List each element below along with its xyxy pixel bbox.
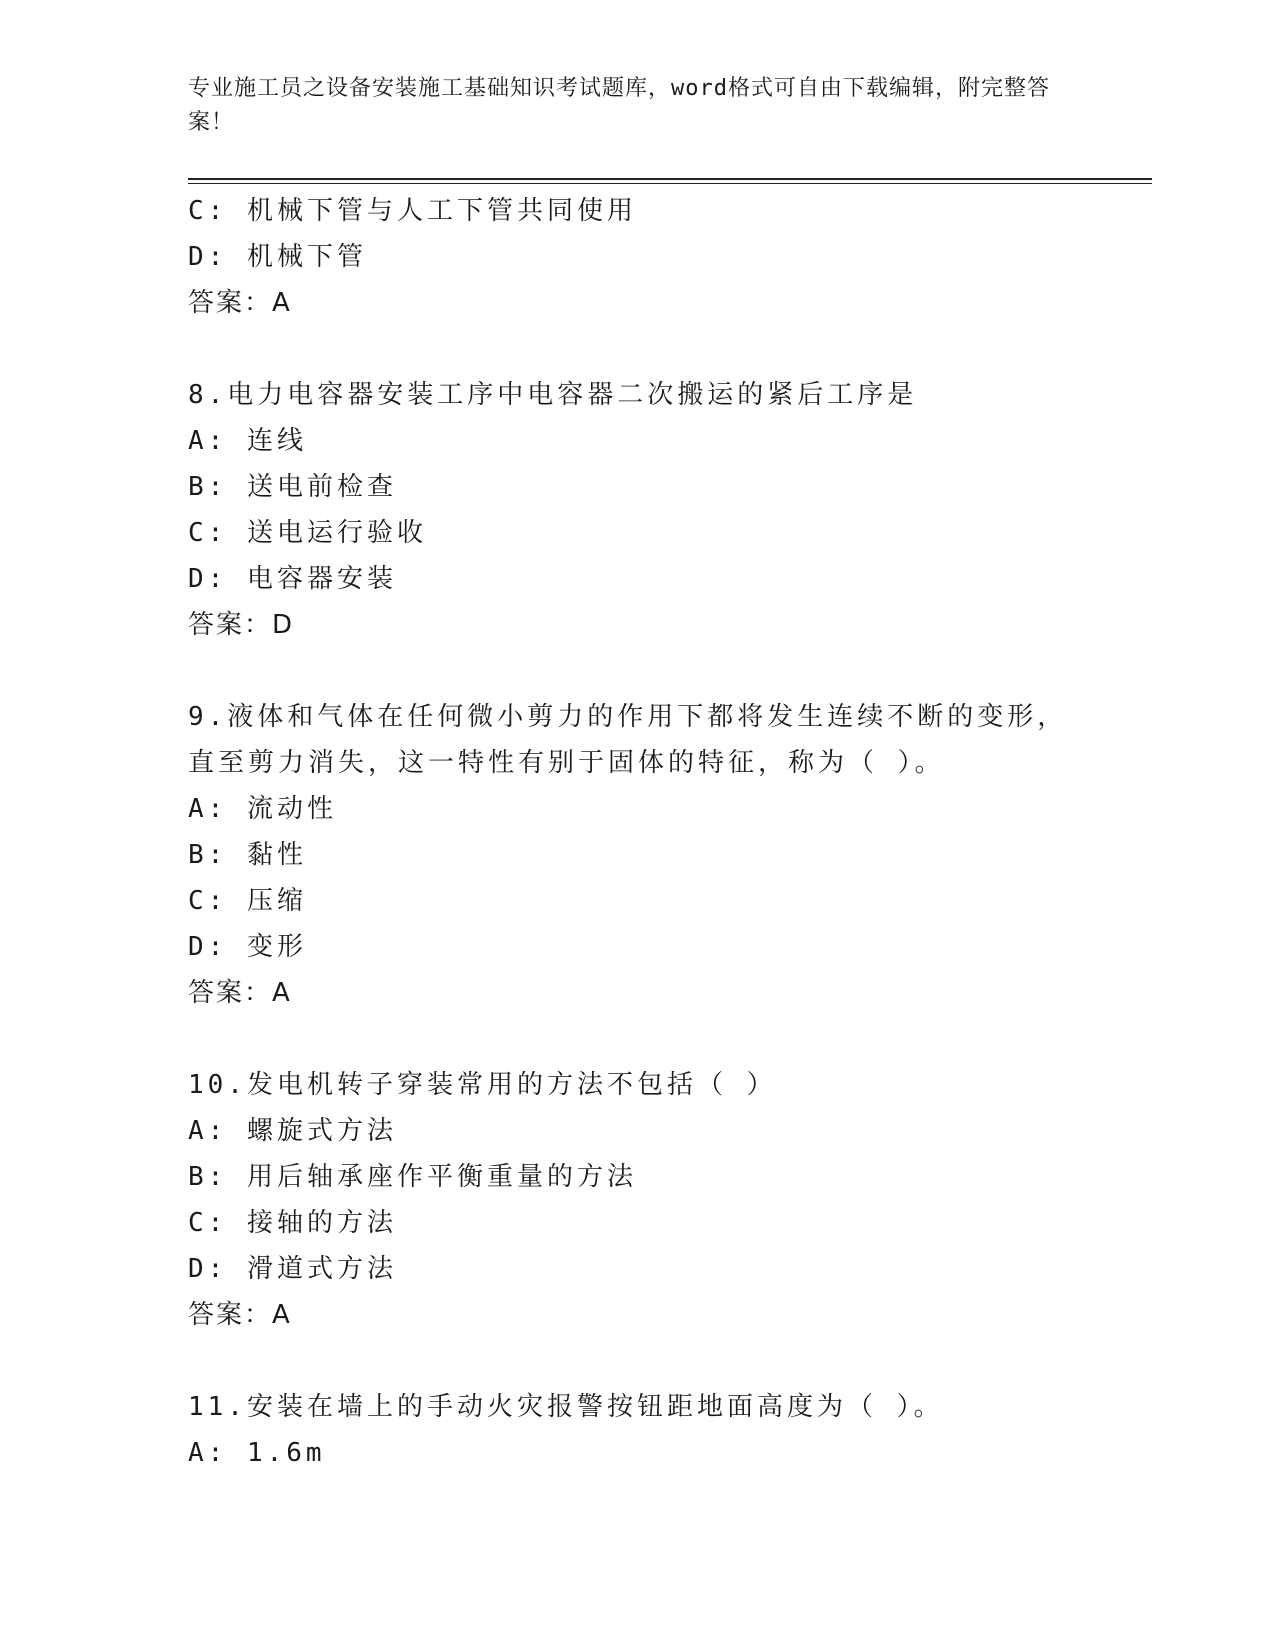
option-b: B: 送电前检查 [188,472,397,502]
question-text: 10.发电机转子穿装常用的方法不包括（ ） [188,1070,777,1100]
question-text: 8.电力电容器安装工序中电容器二次搬运的紧后工序是 [188,380,918,410]
question-11 [188,1384,1088,1476]
option-d: D: 变形 [188,932,307,962]
option-c: C: 接轴的方法 [188,1208,397,1238]
answer: 答案：A [188,288,292,318]
question-text: 11.安装在墙上的手动火灾报警按钮距地面高度为（ ）。 [188,1392,944,1422]
option-b: B: 用后轴承座作平衡重量的方法 [188,1162,637,1192]
header-text: 专业施工员之设备安装施工基础知识考试题库，word格式可自由下载编辑，附完整答案！ [188,76,1050,135]
question-8 [188,372,1088,648]
question-list [188,188,1088,1476]
option-c: C: 送电运行验收 [188,518,427,548]
option-d: D: 滑道式方法 [188,1254,397,1284]
option-a: A: 连线 [188,426,307,456]
document-header [188,72,1068,140]
header-rule-thick [188,178,1152,180]
answer: 答案：D [188,610,295,640]
option-a: A: 螺旋式方法 [188,1116,397,1146]
option-c: C: 压缩 [188,886,307,916]
continued-question [188,188,1088,326]
answer: 答案：A [188,1300,292,1330]
option-a: A: 流动性 [188,794,337,824]
option-b: B: 黏性 [188,840,307,870]
option-a: A: 1.6m [188,1438,326,1468]
option-d: D: 机械下管 [188,242,367,272]
question-9 [188,694,1088,1016]
header-rule-thin [188,183,1152,184]
option-d: D: 电容器安装 [188,564,397,594]
question-text: 9.液体和气体在任何微小剪力的作用下都将发生连续不断的变形，直至剪力消失，这一特性有别于固体的特征，称为（ ）。 [188,702,1068,778]
question-10 [188,1062,1088,1338]
answer: 答案：A [188,978,292,1008]
option-c: C: 机械下管与人工下管共同使用 [188,196,637,226]
